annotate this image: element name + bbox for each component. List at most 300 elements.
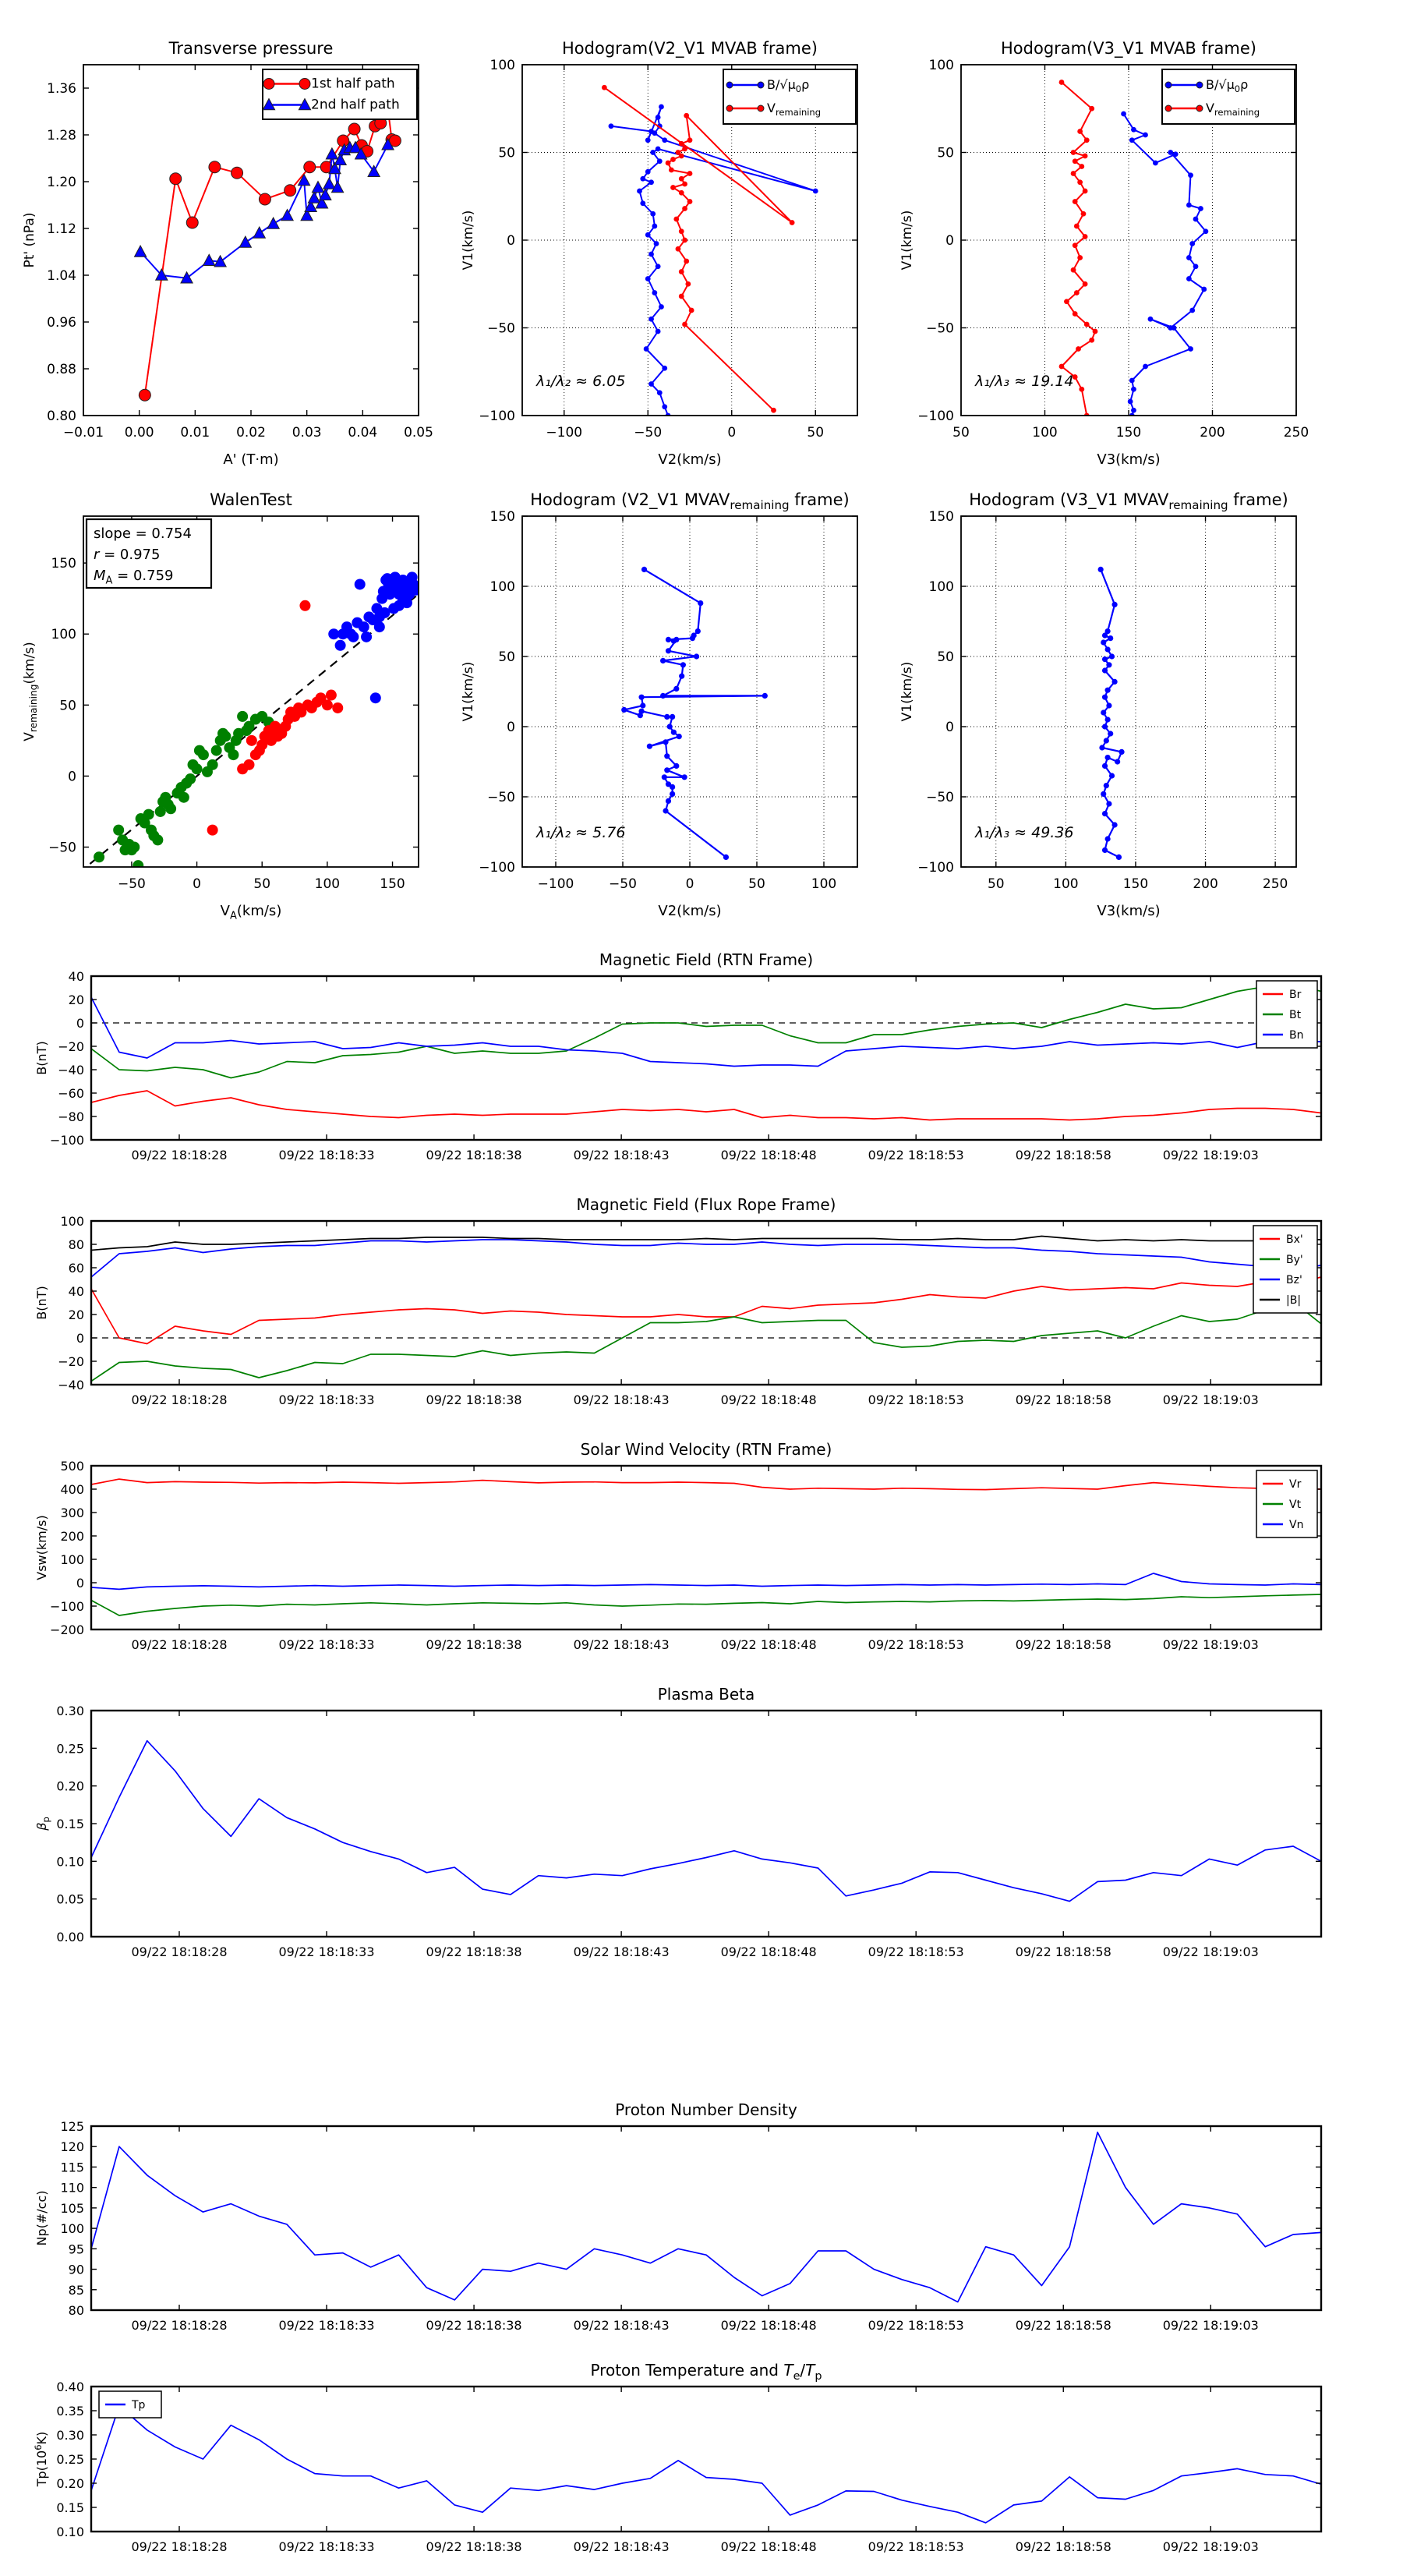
marker-circle (1119, 749, 1124, 755)
x-tick-label: 50 (253, 876, 271, 892)
marker-circle (1102, 811, 1108, 816)
marker-circle (1104, 783, 1109, 788)
marker-circle (1121, 111, 1126, 117)
series-np (91, 2132, 1321, 2302)
marker-circle (1131, 408, 1136, 413)
y-tick-label: 150 (928, 509, 954, 525)
y-tick-label: −20 (58, 1354, 84, 1369)
marker-circle (1108, 731, 1113, 736)
marker-triangle (326, 148, 337, 159)
x-tick-label: 50 (748, 876, 765, 892)
marker-circle (652, 130, 657, 136)
marker-circle (726, 82, 733, 88)
marker-circle (663, 808, 668, 813)
marker-circle (685, 281, 691, 287)
x-tick-label: 0.03 (292, 425, 322, 441)
panel-walen-test (22, 490, 422, 922)
x-tick-label: 09/22 18:18:33 (278, 1148, 375, 1162)
x-tick-label: 09/22 18:18:33 (278, 2539, 375, 2554)
marker-triangle (203, 254, 215, 265)
marker-circle (679, 674, 684, 679)
marker-circle (355, 579, 366, 589)
marker-circle (640, 176, 645, 182)
marker-circle (648, 381, 654, 387)
y-tick-label: 400 (60, 1482, 84, 1497)
x-tick-label: 09/22 18:19:03 (1162, 1944, 1259, 1959)
x-tick-label: 09/22 18:18:58 (1015, 1148, 1111, 1162)
panel-title-plasma-beta: Plasma Beta (657, 1685, 755, 1704)
marker-circle (198, 749, 209, 760)
marker-circle (694, 653, 699, 659)
y-tick-label: 200 (60, 1529, 84, 1544)
marker-circle (1064, 299, 1069, 304)
y-tick-label: −60 (58, 1086, 84, 1101)
y-tick-label: 0 (507, 720, 515, 735)
marker-circle (1077, 255, 1083, 260)
y-tick-label: −50 (926, 790, 954, 805)
walen-stat-line: $M_A = 0.759$ (94, 568, 174, 587)
marker-circle (684, 259, 689, 264)
y-axis-label: V1(km/s) (461, 210, 476, 271)
series-line-v-remaining-path (624, 569, 765, 857)
x-tick-label: 0.00 (124, 425, 154, 441)
panel-hodogram-v2v1-mvav (461, 490, 857, 919)
marker-circle (679, 154, 684, 159)
x-tick-label: 09/22 18:18:53 (868, 2539, 964, 2554)
x-tick-label: 09/22 18:18:48 (720, 2318, 817, 2333)
marker-circle (647, 744, 652, 749)
y-tick-label: 0.20 (56, 2476, 84, 2491)
y-tick-label: 0.05 (56, 1891, 84, 1907)
marker-circle (657, 158, 663, 164)
series-bz-prime (91, 1240, 1321, 1277)
marker-circle (666, 798, 671, 804)
panel-velocity-rtn (34, 1440, 1321, 1652)
marker-circle (1105, 836, 1111, 841)
marker-circle (682, 147, 687, 152)
marker-triangle (253, 227, 265, 238)
panel-title-walen-test: WalenTest (210, 490, 292, 509)
y-tick-label: 0.10 (56, 1854, 84, 1870)
y-axis-label: V1(km/s) (899, 210, 915, 271)
axes-frame (91, 2387, 1321, 2532)
y-tick-label: 100 (928, 579, 954, 595)
y-tick-label: 0.00 (56, 1930, 84, 1944)
axes-frame (961, 516, 1296, 867)
plot-area-hodogram-v2v1-mvav (621, 567, 768, 860)
marker-circle (263, 79, 274, 90)
marker-circle (640, 702, 645, 708)
marker-circle (679, 190, 684, 196)
x-tick-label: 09/22 18:18:33 (278, 1637, 375, 1652)
legend-label: Tp (132, 2399, 146, 2411)
y-tick-label: 100 (928, 58, 954, 73)
x-tick-label: 100 (314, 876, 341, 892)
marker-circle (1076, 346, 1081, 352)
x-tick-label: 09/22 18:18:38 (426, 1944, 522, 1959)
marker-circle (1173, 151, 1179, 157)
y-axis-label: B(nT) (34, 1041, 49, 1075)
x-tick-label: 09/22 18:18:28 (131, 2318, 228, 2333)
x-tick-label: 09/22 18:18:43 (573, 1392, 670, 1407)
marker-circle (322, 699, 333, 710)
marker-circle (113, 825, 124, 836)
y-axis-label: $V_{remaining}(km/s)$ (22, 642, 40, 741)
marker-circle (684, 113, 689, 119)
y-tick-label: −200 (50, 1622, 84, 1637)
marker-circle (659, 304, 664, 310)
y-tick-label: 60 (68, 1261, 84, 1276)
panel-hodogram-v2v1-mvab (461, 39, 857, 468)
marker-circle (687, 199, 693, 204)
marker-circle (1131, 127, 1136, 133)
marker-circle (1186, 255, 1192, 260)
legend-label: $B/√\mu_0\rho$ (1206, 77, 1249, 94)
y-tick-label: 0.30 (56, 1704, 84, 1718)
panel-title-transverse-pressure: Transverse pressure (168, 39, 334, 58)
y-tick-label: 85 (68, 2282, 84, 2298)
marker-circle (359, 621, 369, 632)
marker-circle (758, 82, 764, 88)
marker-circle (648, 179, 654, 185)
panel-title-proton-density: Proton Number Density (615, 2100, 797, 2119)
marker-circle (1105, 688, 1111, 693)
marker-circle (211, 745, 222, 756)
marker-circle (1084, 322, 1090, 327)
marker-circle (1186, 203, 1192, 208)
series-line-b-mag (91, 1237, 1321, 1251)
y-axis-label: V1(km/s) (899, 661, 915, 722)
marker-circle (1101, 791, 1106, 797)
marker-circle (1106, 662, 1111, 667)
marker-circle (652, 290, 657, 295)
marker-circle (657, 390, 663, 395)
x-tick-label: 09/22 18:18:53 (868, 1392, 964, 1407)
axes-frame (91, 1711, 1321, 1937)
x-tick-label: 09/22 18:18:48 (720, 2539, 817, 2554)
y-tick-label: 0 (68, 769, 76, 785)
marker-circle (1074, 290, 1080, 295)
x-tick-label: 09/22 18:18:43 (573, 1148, 670, 1162)
x-tick-label: 09/22 18:19:03 (1162, 1392, 1259, 1407)
series-line-b-alfven (611, 107, 815, 416)
marker-circle (723, 855, 729, 860)
panel-proton-temperature (33, 2361, 1321, 2554)
y-tick-label: 50 (498, 649, 515, 665)
x-tick-label: 09/22 18:18:28 (131, 2539, 228, 2554)
marker-circle (682, 182, 687, 187)
panel-mag-fluxrope (34, 1195, 1321, 1407)
marker-circle (813, 189, 818, 194)
series-line-v-remaining (604, 87, 792, 410)
marker-circle (790, 220, 795, 225)
marker-circle (1143, 364, 1148, 370)
marker-circle (1201, 287, 1207, 292)
marker-triangle (239, 236, 251, 247)
legend-label: Vr (1289, 1478, 1302, 1491)
marker-circle (1084, 137, 1090, 143)
y-tick-label: 0.25 (56, 1741, 84, 1757)
marker-circle (673, 686, 679, 692)
marker-circle (670, 784, 675, 790)
marker-circle (680, 662, 686, 667)
panel-title-mag-rtn: Magnetic Field (RTN Frame) (599, 950, 814, 969)
marker-circle (1131, 387, 1136, 392)
x-tick-label: 09/22 18:18:53 (868, 2318, 964, 2333)
y-tick-label: 120 (60, 2139, 84, 2155)
y-tick-label: 150 (51, 556, 76, 572)
marker-triangle (312, 182, 323, 193)
marker-circle (1102, 667, 1108, 673)
marker-circle (304, 161, 316, 173)
y-axis-label: Pt' (nPa) (22, 212, 37, 268)
x-tick-label: 0.01 (180, 425, 210, 441)
legend-mag-rtn (1256, 981, 1317, 1048)
plot-area-proton-density (91, 2132, 1321, 2302)
y-tick-label: 110 (60, 2180, 84, 2196)
legend-transverse-pressure (263, 69, 417, 119)
marker-circle (1143, 133, 1148, 138)
axes-frame (91, 2126, 1321, 2310)
x-tick-label: −50 (609, 876, 637, 892)
marker-circle (679, 228, 684, 234)
marker-circle (664, 714, 670, 720)
y-tick-label: 0.88 (47, 362, 76, 377)
y-tick-label: 0.15 (56, 1817, 84, 1831)
x-tick-label: 50 (807, 425, 825, 441)
marker-circle (1098, 567, 1104, 572)
marker-circle (1073, 242, 1078, 248)
series-b-alfven (609, 104, 818, 419)
x-tick-label: 250 (1283, 425, 1309, 441)
marker-circle (1105, 717, 1111, 722)
x-tick-label: 09/22 18:18:38 (426, 1392, 522, 1407)
annotation-lambda-ratio: λ₁/λ₃ ≈ 49.36 (975, 824, 1074, 841)
marker-circle (1193, 217, 1199, 222)
marker-circle (662, 404, 667, 409)
marker-circle (621, 707, 627, 713)
marker-circle (1109, 773, 1115, 778)
marker-circle (326, 690, 337, 701)
marker-circle (133, 860, 143, 871)
marker-circle (673, 217, 679, 222)
legend-mag-fluxrope (1253, 1226, 1317, 1313)
marker-circle (1083, 189, 1088, 194)
marker-circle (378, 586, 389, 597)
x-tick-label: 09/22 18:19:03 (1162, 1637, 1259, 1652)
series-walen-red (207, 600, 344, 836)
panel-proton-density (34, 2100, 1321, 2333)
marker-circle (129, 841, 140, 852)
marker-circle (1101, 709, 1106, 715)
x-tick-label: 50 (987, 876, 1005, 892)
marker-circle (644, 346, 649, 352)
y-tick-label: 1.28 (47, 128, 76, 143)
y-axis-label: $Tp(10^6K)$ (32, 2431, 49, 2487)
series-line-bz-prime (91, 1240, 1321, 1277)
marker-circle (682, 238, 687, 243)
y-tick-label: 300 (60, 1506, 84, 1520)
x-tick-label: 09/22 18:18:53 (868, 1148, 964, 1162)
marker-circle (676, 246, 681, 252)
marker-circle (645, 232, 651, 238)
plot-area-mag-rtn (91, 985, 1321, 1120)
marker-circle (1073, 311, 1078, 317)
marker-circle (762, 693, 768, 699)
legend-hodogram-v3v1-mvab (1162, 69, 1295, 124)
legend-label: Bt (1289, 1009, 1302, 1021)
legend-label: Bn (1289, 1029, 1304, 1042)
marker-circle (670, 185, 676, 190)
y-axis-label: $\beta_p$ (34, 1817, 51, 1831)
x-tick-label: 09/22 18:18:38 (426, 1148, 522, 1162)
legend-label: $V_{remaining}$ (1206, 101, 1260, 118)
plot-area-walen-test (90, 571, 421, 871)
marker-circle (1102, 656, 1108, 662)
marker-circle (1102, 632, 1108, 638)
x-tick-label: 150 (1115, 425, 1142, 441)
x-tick-label: 0 (193, 876, 201, 892)
y-tick-label: −100 (479, 860, 515, 876)
marker-circle (650, 150, 656, 155)
y-axis-label: Np(#/cc) (34, 2190, 49, 2246)
marker-circle (1115, 759, 1120, 764)
x-axis-label: V2(km/s) (658, 451, 722, 468)
marker-circle (695, 628, 701, 634)
x-tick-label: 09/22 18:18:48 (720, 1637, 817, 1652)
marker-circle (1104, 738, 1109, 743)
marker-circle (679, 141, 684, 147)
y-tick-label: 0 (76, 1331, 84, 1346)
y-tick-label: 95 (68, 2242, 84, 2257)
series-line-vn (91, 1573, 1321, 1589)
marker-circle (1083, 234, 1088, 239)
y-tick-label: 1.20 (47, 175, 76, 190)
panel-plasma-beta (34, 1685, 1321, 1959)
panel-transverse-pressure (22, 39, 433, 468)
marker-circle (645, 169, 651, 175)
marker-circle (671, 730, 677, 735)
panel-title-mag-fluxrope: Magnetic Field (Flux Rope Frame) (576, 1195, 836, 1214)
marker-circle (650, 211, 656, 217)
marker-circle (1071, 267, 1076, 273)
marker-circle (662, 366, 667, 371)
marker-circle (656, 115, 661, 120)
marker-circle (1108, 635, 1113, 641)
x-tick-label: 09/22 18:18:28 (131, 1944, 228, 1959)
marker-circle (689, 308, 694, 313)
y-axis-label: Vsw(km/s) (34, 1515, 49, 1580)
y-tick-label: −50 (487, 320, 515, 337)
marker-circle (662, 774, 667, 780)
plot-area-transverse-pressure (135, 103, 401, 402)
marker-circle (1102, 724, 1108, 729)
marker-circle (602, 85, 607, 90)
x-tick-label: 09/22 18:18:53 (868, 1944, 964, 1959)
y-tick-label: −100 (50, 1599, 84, 1614)
marker-circle (1101, 639, 1106, 645)
walen-stat-line: slope = 0.754 (94, 525, 192, 542)
y-tick-label: −80 (58, 1109, 84, 1124)
marker-circle (698, 600, 703, 606)
y-tick-label: 115 (60, 2160, 84, 2175)
plot-area-proton-temperature (91, 2406, 1321, 2523)
marker-circle (1193, 264, 1199, 269)
y-tick-label: 0.30 (56, 2428, 84, 2443)
marker-circle (1116, 855, 1122, 860)
y-tick-label: 0.35 (56, 2404, 84, 2419)
x-tick-label: 09/22 18:18:58 (1015, 1637, 1111, 1652)
panel-title-hodogram-v3v1-mvab: Hodogram(V3_V1 MVAB frame) (1001, 39, 1256, 58)
y-tick-label: 0 (945, 720, 954, 735)
marker-circle (170, 173, 182, 185)
marker-triangle (308, 192, 320, 203)
legend-label: Vn (1289, 1519, 1304, 1531)
marker-circle (186, 217, 198, 228)
y-tick-label: 50 (59, 698, 76, 714)
marker-circle (143, 809, 154, 820)
marker-circle (337, 135, 349, 147)
marker-circle (1083, 281, 1088, 287)
marker-circle (1071, 150, 1076, 155)
y-tick-label: 0 (76, 1576, 84, 1591)
series-br (91, 1091, 1321, 1120)
marker-circle (664, 767, 670, 773)
series-b-alfven (1121, 111, 1208, 419)
marker-circle (679, 269, 684, 274)
series-vr (91, 1479, 1321, 1490)
legend-label: $B/√\mu_0\rho$ (767, 77, 810, 94)
marker-circle (332, 702, 343, 713)
marker-circle (1196, 82, 1203, 88)
legend-proton-temperature (99, 2391, 161, 2418)
x-tick-label: 150 (1122, 876, 1149, 892)
plot-area-mag-fluxrope (91, 1237, 1321, 1382)
legend-label: 1st half path (311, 76, 395, 92)
x-tick-label: 09/22 18:19:03 (1162, 2318, 1259, 2333)
marker-circle (663, 739, 668, 745)
marker-circle (1093, 329, 1098, 334)
marker-circle (1189, 308, 1195, 313)
legend-label: 2nd half path (311, 97, 400, 113)
marker-circle (1089, 106, 1094, 111)
x-axis-label: V2(km/s) (658, 903, 722, 919)
y-tick-label: 125 (60, 2119, 84, 2134)
y-tick-label: 0.40 (56, 2380, 84, 2394)
marker-circle (1083, 154, 1088, 159)
marker-circle (670, 714, 675, 720)
y-axis-label: B(nT) (34, 1286, 49, 1320)
series-v-remaining (1059, 80, 1098, 418)
plot-area-hodogram-v2v1-mvab (602, 85, 818, 419)
x-tick-label: −100 (537, 876, 574, 892)
marker-circle (1189, 241, 1195, 246)
x-axis-label: A' (T·m) (223, 451, 279, 468)
marker-circle (1102, 847, 1108, 853)
marker-circle (670, 157, 676, 162)
y-tick-label: 50 (937, 649, 954, 665)
panel-title-hodogram-v2v1-mvav: Hodogram (V2_V1 $MVAV_{remaining}$ frame) (530, 490, 850, 512)
marker-circle (1073, 158, 1078, 164)
legend-label: Bz' (1286, 1274, 1302, 1286)
x-tick-label: 150 (380, 876, 405, 892)
marker-circle (284, 185, 296, 196)
y-tick-label: 0.96 (47, 315, 76, 331)
x-tick-label: 09/22 18:18:28 (131, 1148, 228, 1162)
x-tick-label: 0.05 (404, 425, 433, 441)
y-tick-label: 100 (60, 1552, 84, 1567)
x-tick-label: 100 (1032, 425, 1058, 441)
